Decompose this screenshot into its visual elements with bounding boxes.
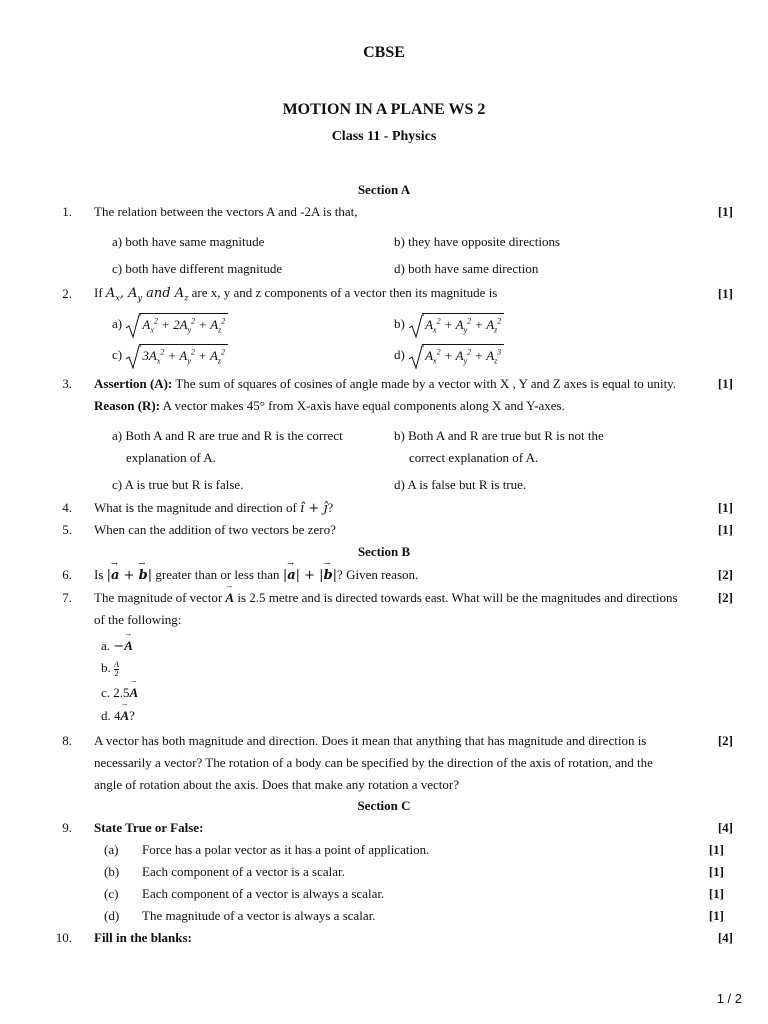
sub-item-c: c. 2.5→ A xyxy=(101,685,138,701)
math-magnitude-sum: |→ a| + |→ b| xyxy=(283,568,337,583)
question-text: Fill in the blanks: xyxy=(94,930,192,945)
question-number: 4. xyxy=(62,500,72,515)
question-text: State True or False: xyxy=(94,820,204,835)
sub-item-label: (c) xyxy=(104,886,119,901)
sub-item-label: a. xyxy=(101,638,111,653)
sqrt-expression: $A_x^2 + 2A_y^2 + A_z^2$ xyxy=(125,313,228,337)
assertion-label: Assertion (A): xyxy=(94,376,173,391)
math-sum-magnitude: |→ a + → b| xyxy=(107,568,152,583)
question-marks: [4] xyxy=(717,930,733,945)
sub-item-marks: [1] xyxy=(708,908,724,923)
question-text xyxy=(94,590,678,606)
sub-item-d: d. 4→ A? xyxy=(101,708,135,724)
sub-item-marks: [1] xyxy=(708,864,724,879)
question-text-line2: of the following: xyxy=(94,612,182,627)
sub-item-suffix: ? xyxy=(129,708,135,723)
reason xyxy=(94,398,565,414)
section-c-heading: Section C xyxy=(357,798,411,813)
sub-item-text: The magnitude of a vector is always a scalar. xyxy=(142,908,376,923)
question-marks: [2] xyxy=(717,567,733,582)
option-c: c) both have different magnitude xyxy=(112,261,283,276)
sub-item-label: b. xyxy=(101,660,111,675)
question-text-post: ? Given reason. xyxy=(337,567,419,582)
sub-item-text: Each component of a vector is always a scalar. xyxy=(142,886,385,901)
math-vector-a: → A xyxy=(225,590,234,606)
option-label: c) xyxy=(112,346,123,362)
option-b-line1: b) Both A and R are true but R is not the xyxy=(394,428,604,443)
question-marks: [1] xyxy=(717,286,733,301)
sub-item-text: Each component of a vector is a scalar. xyxy=(142,864,345,879)
question-text-pre: Is xyxy=(94,567,104,582)
question-text-line2: necessarily a vector? The rotation of a body can be specified by the direction of the axis of rotation, and the xyxy=(94,755,653,770)
question-marks: [4] xyxy=(717,820,733,835)
section-b-heading: Section B xyxy=(357,544,411,559)
question-number: 6. xyxy=(62,567,72,582)
option-label: a) xyxy=(112,315,123,331)
question-number: 9. xyxy=(62,820,72,835)
question-marks: [2] xyxy=(717,590,733,605)
option-label: b) xyxy=(394,315,405,331)
sqrt-expression: $3A_x^2 + A_y^2 + A_z^2$ xyxy=(125,344,228,368)
question-marks: [1] xyxy=(717,204,733,219)
question-number: 2. xyxy=(62,286,72,301)
page-title: MOTION IN A PLANE WS 2 xyxy=(282,101,486,118)
option-label: d) xyxy=(394,346,405,362)
sqrt-expression: $A_x^2 + A_y^2 + A_z^2$ xyxy=(408,313,504,337)
sub-item-label: (d) xyxy=(104,908,120,923)
question-text: The relation between the vectors A and -2A is that, xyxy=(94,204,358,219)
question-text: When can the addition of two vectors be zero? xyxy=(94,522,336,537)
sqrt-expression: $A_x^2 + A_y^2 + A_z^3$ xyxy=(408,344,504,368)
sub-item-marks: [1] xyxy=(708,842,724,857)
question-text-line3: angle of rotation about the axis. Does that make any rotation a vector? xyxy=(94,777,459,792)
question-text xyxy=(94,500,333,516)
option-d: d) A is false but R is true. xyxy=(394,477,527,492)
option-d xyxy=(394,344,504,368)
option-b: b) they have opposite directions xyxy=(394,234,561,249)
option-a xyxy=(112,313,228,337)
page-subtitle: Class 11 - Physics xyxy=(331,129,437,144)
question-text xyxy=(94,567,418,583)
reason-label: Reason (R): xyxy=(94,398,161,413)
reason-text: A vector makes 45° from X-axis have equal components along X and Y-axes. xyxy=(162,398,565,413)
question-text-pre: What is the magnitude and direction of xyxy=(94,500,297,515)
sub-item-text: Force has a polar vector as it has a point of application. xyxy=(142,842,430,857)
option-b-line2: correct explanation of A. xyxy=(409,450,539,465)
sub-item-marks: [1] xyxy=(708,886,724,901)
sub-item-a: a. −→ A xyxy=(101,638,133,654)
question-number: 3. xyxy=(62,376,72,391)
math-unit-vectors: î + ĵ xyxy=(300,501,328,516)
question-text-pre: If xyxy=(94,285,103,300)
board-name: CBSE xyxy=(363,44,405,61)
question-text xyxy=(94,285,497,301)
option-c: c) A is true but R is false. xyxy=(112,477,244,492)
sub-item-b: b. $\frac{A}{2}$ xyxy=(101,659,119,678)
question-marks: [1] xyxy=(717,376,733,391)
question-number: 8. xyxy=(62,733,72,748)
option-a: a) both have same magnitude xyxy=(112,234,265,249)
question-marks: [1] xyxy=(717,522,733,537)
question-number: 10. xyxy=(55,930,72,945)
sub-item-label: d. 4 xyxy=(101,708,121,723)
question-text-pre: The magnitude of vector xyxy=(94,590,223,605)
sub-item-label: (a) xyxy=(104,842,119,857)
option-c xyxy=(112,344,228,368)
assertion-text: The sum of squares of cosines of angle made by a vector with X , Y and Z axes is equal to unity. xyxy=(175,376,677,391)
question-marks: [2] xyxy=(717,733,733,748)
question-text-line1: A vector has both magnitude and direction. Does it mean that anything that has magnitude and direction is xyxy=(94,733,647,748)
question-number: 7. xyxy=(62,590,72,605)
page-number: 1 / 2 xyxy=(716,991,742,1006)
option-a-line2: explanation of A. xyxy=(126,450,216,465)
option-a-line1: a) Both A and R are true and R is the correct xyxy=(112,428,343,443)
option-b xyxy=(394,313,504,337)
sub-item-label: c. 2.5 xyxy=(101,685,130,700)
assertion xyxy=(94,376,676,392)
question-text-post: is 2.5 metre and is directed towards east. What will be the magnitudes and directions xyxy=(237,590,678,605)
math-components: $A_x$, $A_y$ and $A_z$ xyxy=(105,286,189,303)
sub-item-label: (b) xyxy=(104,864,120,879)
question-number: 5. xyxy=(62,522,72,537)
question-text-post: ? xyxy=(327,500,334,515)
section-a-heading: Section A xyxy=(357,182,411,197)
question-number: 1. xyxy=(62,204,72,219)
option-d: d) both have same direction xyxy=(394,261,539,276)
question-text-mid: greater than or less than xyxy=(155,567,280,582)
question-text-post: are x, y and z components of a vector then its magnitude is xyxy=(191,285,498,300)
question-marks: [1] xyxy=(717,500,733,515)
